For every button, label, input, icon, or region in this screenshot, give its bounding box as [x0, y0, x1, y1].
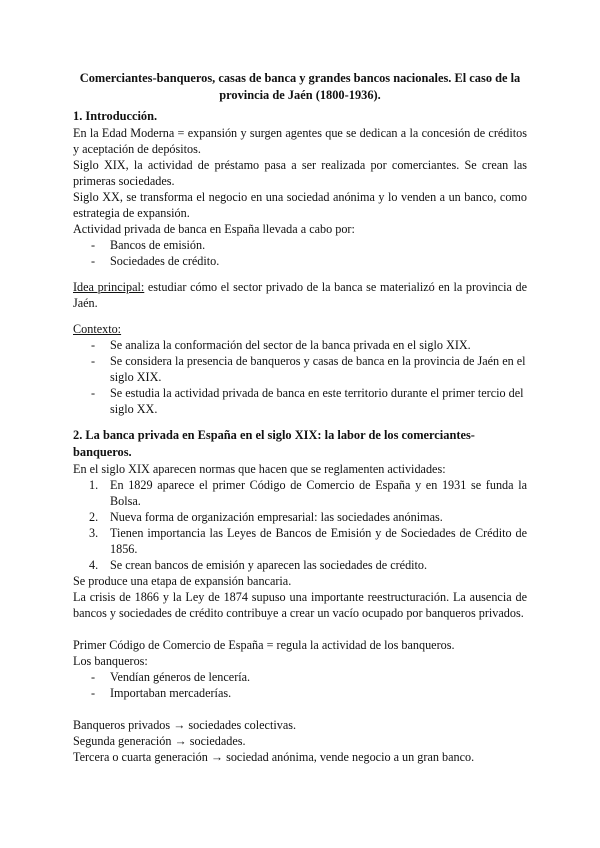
regulations-list	[73, 477, 527, 573]
list-item: - Se analiza la conformación del sector de la banca privada en el siglo XIX.	[73, 337, 527, 353]
list-number: 2.	[89, 510, 99, 524]
paragraph: Primer Código de Comercio de España = regula la actividad de los banqueros.	[73, 638, 455, 652]
context-list	[73, 337, 527, 417]
paragraph: La crisis de 1866 y la Ley de 1874 supuso una importante reestructuración. La ausencia de bancos y sociedades de crédito contribuye a crear un vacío ocupado por banqueros privados.	[73, 590, 527, 620]
bank-types-list	[73, 237, 527, 269]
list-text: Tienen importancia las Leyes de Bancos de Emisión y de Sociedades de Crédito de 1856.	[110, 526, 527, 556]
list-number: 1.	[89, 478, 99, 492]
list-item: - Se estudia la actividad privada de banca en este territorio durante el primer tercio del siglo XX.	[73, 385, 527, 417]
paragraph: En la Edad Moderna = expansión y surgen agentes que se dedican a la concesión de créditos y aceptación de depósitos.	[73, 126, 527, 156]
list-item: - Se considera la presencia de banqueros y casas de banca en la provincia de Jaén en el siglo XIX.	[73, 353, 527, 385]
list-text: Se crean bancos de emisión y aparecen las sociedades de crédito.	[110, 558, 428, 572]
context-label: Contexto:	[73, 322, 122, 336]
paragraph: Los banqueros:	[73, 654, 148, 668]
list-number: 4.	[89, 558, 99, 572]
paragraph: Se produce una etapa de expansión bancaria.	[73, 574, 292, 588]
generation-line: Banqueros privados → sociedades colectivas.	[73, 718, 297, 732]
list-item: - Bancos de emisión.	[73, 237, 527, 253]
document-title: Comerciantes-banqueros, casas de banca y grandes bancos nacionales. El caso de la provincia de Jaén (1800-1936).	[79, 71, 521, 102]
list-item	[73, 477, 527, 509]
main-idea-label: Idea principal:	[73, 280, 145, 294]
main-idea-text: estudiar cómo el sector privado de la banca se materializó en la provincia de Jaén.	[73, 280, 527, 310]
list-item	[73, 509, 527, 525]
main-idea-paragraph	[73, 279, 527, 311]
list-item	[73, 557, 527, 573]
bankers-list	[73, 669, 527, 701]
generation-line: Tercera o cuarta generación → sociedad anónima, vende negocio a un gran banco.	[73, 750, 475, 764]
list-number: 3.	[89, 526, 99, 540]
document-body	[73, 70, 527, 765]
section-2-heading: 2. La banca privada en España en el siglo XIX: la labor de los comerciantes-banqueros.	[73, 428, 475, 459]
paragraph: Siglo XX, se transforma el negocio en una sociedad anónima y lo venden a un banco, como estrategia de expansión.	[73, 190, 527, 220]
list-item: - Vendían géneros de lencería.	[73, 669, 527, 685]
section-1-heading: 1. Introducción.	[73, 109, 158, 123]
paragraph: Actividad privada de banca en España llevada a cabo por:	[73, 222, 355, 236]
generation-line: Segunda generación → sociedades.	[73, 734, 246, 748]
paragraph: Siglo XIX, la actividad de préstamo pasa a ser realizada por comerciantes. Se crean las primeras sociedades.	[73, 158, 527, 188]
list-text: Nueva forma de organización empresarial: las sociedades anónimas.	[110, 510, 443, 524]
list-item: - Sociedades de crédito.	[73, 253, 527, 269]
list-item: - Importaban mercaderías.	[73, 685, 527, 701]
paragraph: En el siglo XIX aparecen normas que hacen que se reglamenten actividades:	[73, 462, 446, 476]
list-text: En 1829 aparece el primer Código de Comercio de España y en 1931 se funda la Bolsa.	[110, 478, 527, 508]
list-item	[73, 525, 527, 557]
